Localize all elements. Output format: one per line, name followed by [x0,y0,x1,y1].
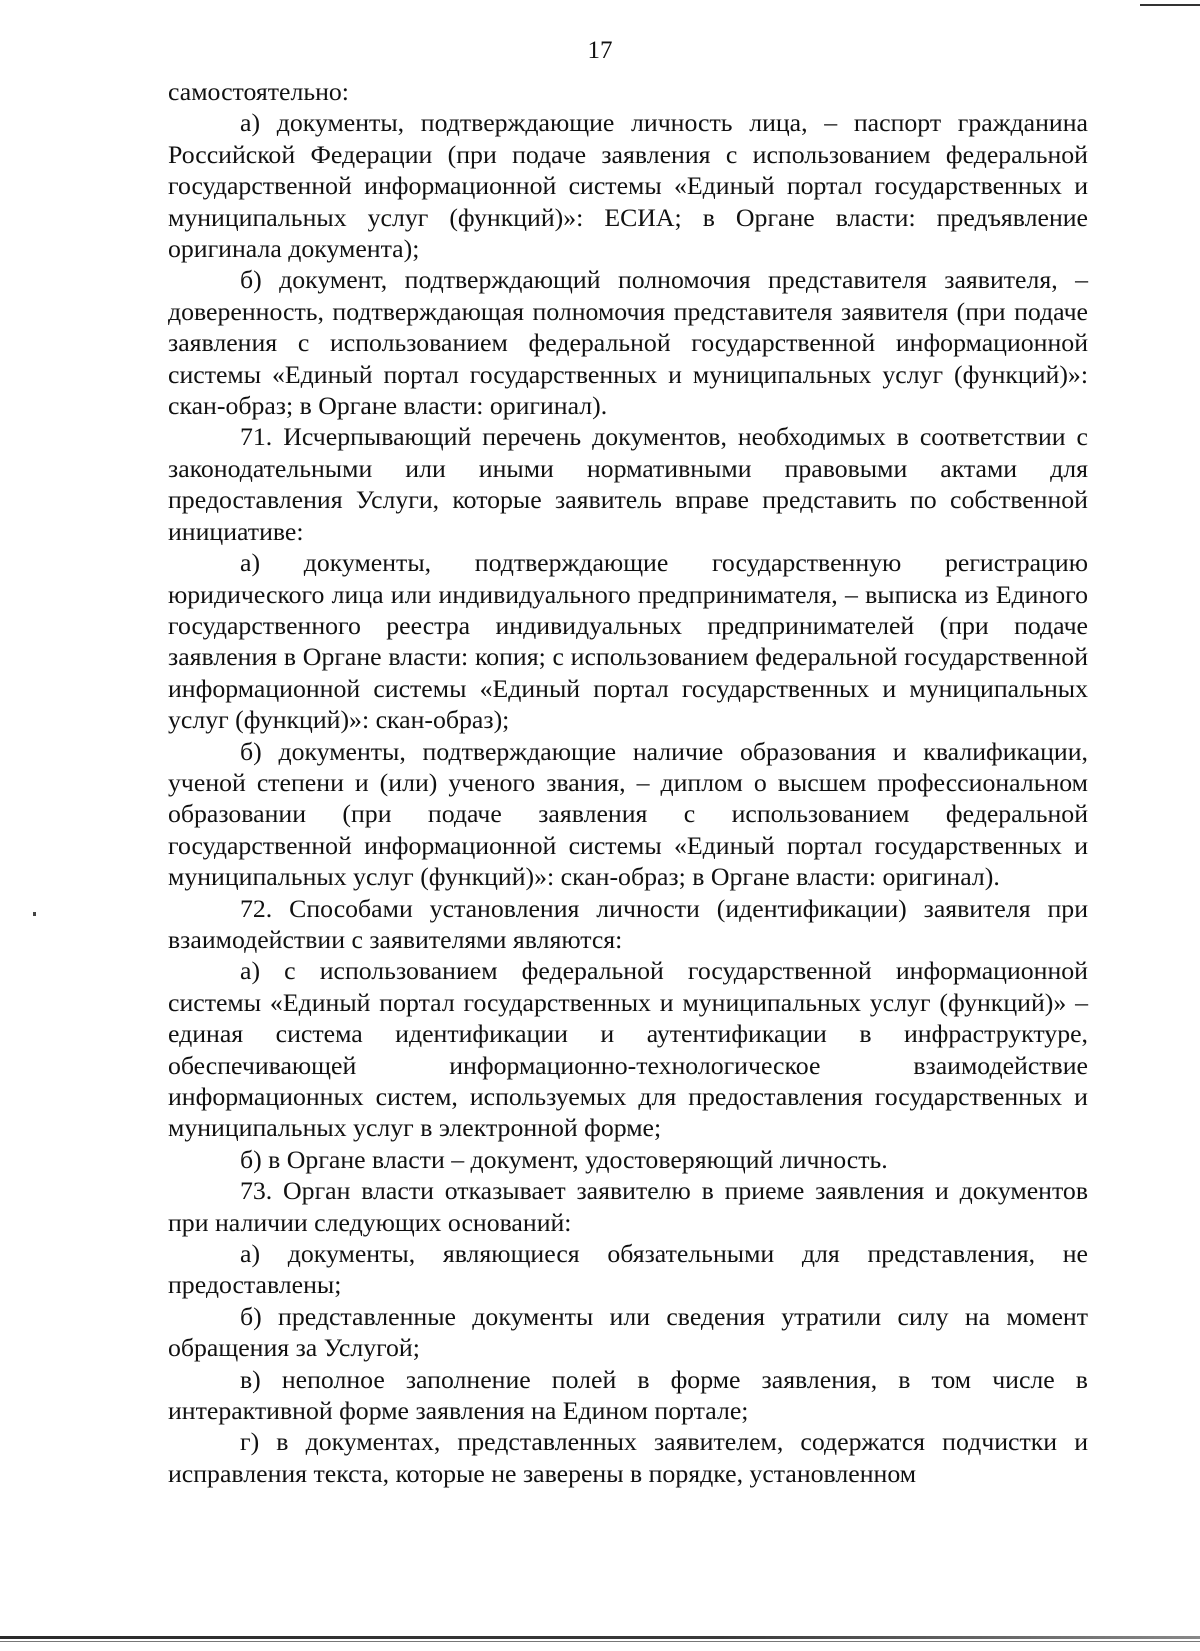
paragraph-72-item-b: б) в Органе власти – документ, удостоверяющий личность. [240,1144,888,1174]
paragraph-item-a-identity: а) документы, подтверждающие личность лица, – паспорт гражданина Российской Федерации (при подаче заявления с использованием федеральной государственной информационной системы «Единый портал государственных и муниципальных услуг (функций)»: ЕСИА; в Органе власти: предъявление оригинала документа); [168,108,1088,264]
paragraph-73-item-v: в) неполное заполнение полей в форме заявления, в том числе в интерактивной форме заявления на Едином портале; [168,1364,1088,1426]
page-number: 17 [587,37,613,64]
paragraph-73-item-b: б) представленные документы или сведения утратили силу на момент обращения за Услугой; [168,1301,1088,1363]
document-body [168,76,1088,1489]
paragraph-item-b-authority: б) документ, подтверждающий полномочия представителя заявителя, – доверенность, подтверждающая полномочия представителя заявителя (при подаче заявления с использованием федеральной государственной информационной системы «Единый портал государственных и муниципальных услуг (функций)»: скан-образ; в Органе власти: оригинал). [168,265,1088,421]
paragraph-clause-71: 71. Исчерпывающий перечень документов, необходимых в соответствии с законодательными или иными нормативными правовыми актами для предоставления Услуги, которые заявитель вправе представить по собственной инициативе: [168,422,1088,546]
paragraph-72-item-a: а) с использованием федеральной государственной информационной системы «Единый портал государственных и муниципальных услуг (функций)» – единая система идентификации и аутентификации в инфраструктуре, обеспечивающей информационно-технологическое взаимодействие информационных систем, используемых для предоставления государственных и муниципальных услуг в электронной форме; [168,956,1088,1143]
scan-speck [33,912,36,916]
paragraph-clause-73: 73. Орган власти отказывает заявителю в приеме заявления и документов при наличии следующих оснований: [168,1176,1088,1237]
scan-bottom-edge [0,1636,1200,1639]
paragraph-73-item-a: а) документы, являющиеся обязательными для представления, не предоставлены; [168,1239,1088,1300]
scan-bottom-edge-shadow [0,1641,1200,1642]
paragraph-71-item-a: а) документы, подтверждающие государственную регистрацию юридического лица или индивидуального предпринимателя, – выписка из Единого государственного реестра индивидуальных предпринимателей (при подаче заявления в Органе власти: копия; с использованием федеральной государственной информационной системы «Единый портал государственных и муниципальных услуг (функций)»: скан-образ); [168,548,1088,735]
paragraph-continuation: самостоятельно: [168,77,349,106]
paragraph-71-item-b: б) документы, подтверждающие наличие образования и квалификации, ученой степени и (или) ученого звания, – диплом о высшем профессиональном образовании (при подаче заявления с использованием федеральной государственной информационной системы «Единый портал государственных и муниципальных услуг (функций)»: скан-образ; в Органе власти: оригинал). [168,736,1088,892]
paragraph-73-item-g: г) в документах, представленных заявителем, содержатся подчистки и исправления текста, которые не заверены в порядке, установленном [168,1427,1088,1488]
paragraph-clause-72: 72. Способами установления личности (идентификации) заявителя при взаимодействии с заявителями являются: [168,893,1088,954]
scan-corner-mark [1140,4,1200,6]
